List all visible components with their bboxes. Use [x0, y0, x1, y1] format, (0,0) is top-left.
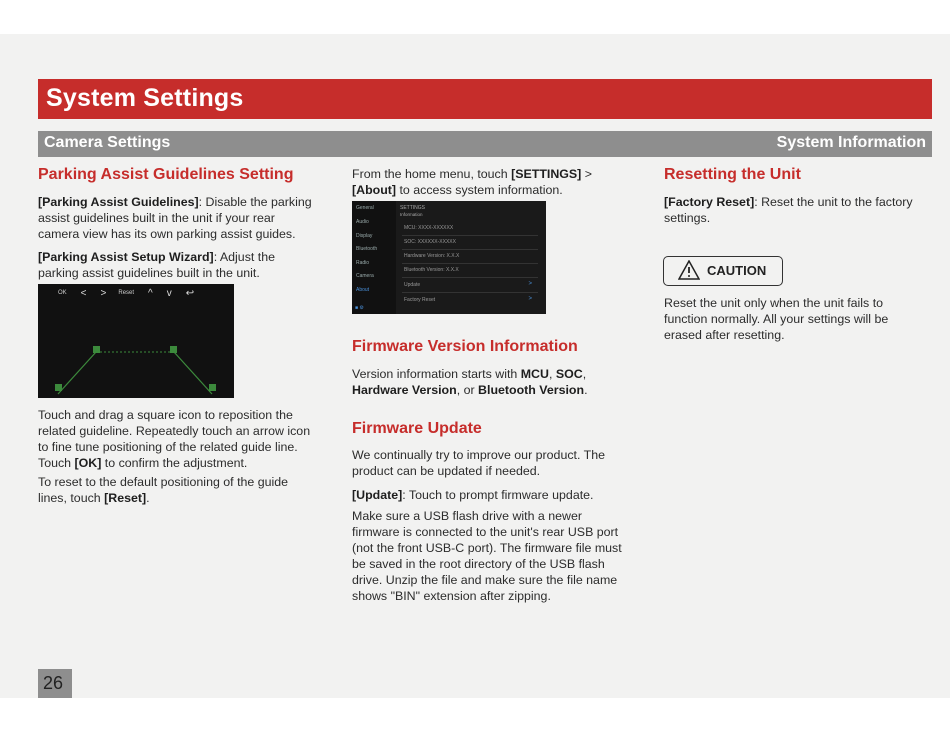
- settings-sidebar: [352, 201, 396, 314]
- paragraph-update-button: [Update]: Touch to prompt firmware update.: [352, 488, 594, 502]
- camera-toolbar: [38, 284, 234, 302]
- caution-box: [663, 256, 783, 286]
- subsection-camera-settings: Camera Settings: [44, 134, 171, 151]
- paragraph-parking-guidelines: [Parking Assist Guidelines]: Disable the parking assist guidelines built in the unit if your rear camera view has its own parking assist guides.: [38, 195, 312, 241]
- paragraph-usb-instructions: Make sure a USB flash drive with a newer firmware is connected to the unit's rear USB port (not the front USB-C port). The firmware file must be saved in the root directory of the USB flash drive. Unzip the file and make sure the file name shows "BIN" extension after zipping.: [352, 509, 622, 603]
- paragraph-reset-instructions: To reset to the default positioning of the guide lines, touch [Reset].: [38, 475, 289, 505]
- screen-header-settings: SETTINGS: [400, 205, 426, 211]
- settings-main-panel: [398, 201, 546, 314]
- row-mcu: MCU: XXXX-XXXXXX: [404, 225, 454, 231]
- row-factory-reset[interactable]: Factory Reset: [404, 297, 436, 303]
- sidebar-item-radio[interactable]: Radio: [356, 260, 370, 266]
- right-arrow-icon[interactable]: >: [100, 287, 107, 299]
- about-settings-screenshot: [352, 201, 546, 314]
- heading-firmware-update: Firmware Update: [352, 420, 482, 437]
- screen-header-information: Information: [400, 212, 423, 217]
- page-number: 26: [43, 673, 64, 693]
- row-hardware-version: Hardware Version: X.X.X: [404, 253, 460, 259]
- paragraph-firmware-version-info: Version information starts with MCU, SOC, Hardware Version, or Bluetooth Version.: [352, 367, 588, 397]
- paragraph-factory-reset: [Factory Reset]: Reset the unit to the factory settings.: [664, 195, 913, 225]
- section-title: System Settings: [46, 84, 244, 112]
- subsection-bar: [38, 131, 932, 157]
- down-arrow-icon[interactable]: v: [166, 287, 172, 299]
- warning-triangle-icon: [678, 260, 700, 280]
- paragraph-setup-wizard: [Parking Assist Setup Wizard]: Adjust the parking assist guidelines built in the unit.: [38, 250, 275, 280]
- back-icon[interactable]: ↩: [185, 287, 195, 299]
- ok-button[interactable]: OK: [58, 290, 67, 296]
- heading-parking-assist: Parking Assist Guidelines Setting: [38, 166, 294, 183]
- up-arrow-icon[interactable]: ^: [148, 287, 153, 299]
- reset-button[interactable]: Reset: [118, 290, 135, 296]
- paragraph-update-intro: We continually try to improve our product. The product can be updated if needed.: [352, 448, 605, 478]
- sidebar-item-about[interactable]: About: [356, 287, 370, 293]
- paragraph-reset-caution: Reset the unit only when the unit fails to function normally. All your settings will be erased after resetting.: [664, 296, 889, 342]
- home-icon[interactable]: ■ ⚙: [355, 305, 364, 311]
- section-banner: [38, 79, 932, 119]
- sidebar-item-display[interactable]: Display: [356, 233, 373, 239]
- sidebar-item-bluetooth[interactable]: Bluetooth: [356, 246, 378, 252]
- sidebar-item-general[interactable]: General: [356, 205, 374, 211]
- subsection-system-information: System Information: [776, 134, 926, 151]
- caution-label: CAUTION: [707, 263, 767, 278]
- sidebar-item-camera[interactable]: Camera: [356, 273, 374, 279]
- camera-guideline-screenshot: [38, 284, 234, 398]
- heading-resetting-unit: Resetting the Unit: [664, 166, 801, 183]
- left-arrow-icon[interactable]: <: [80, 287, 87, 299]
- row-soc: SOC: XXXXXX-XXXXX: [404, 239, 456, 245]
- paragraph-drag-instructions: Touch and drag a square icon to reposition the related guideline. Repeatedly touch an arrow icon to fine tune positioning of the related guide line. Touch [OK] to confirm the adjustment.: [38, 408, 311, 470]
- update-chevron-icon: >: [528, 281, 532, 287]
- row-update[interactable]: Update: [404, 282, 421, 288]
- paragraph-about-intro: From the home menu, touch [SETTINGS] > [About] to access system information.: [352, 167, 592, 197]
- heading-firmware-version-information: Firmware Version Information: [352, 338, 578, 355]
- page-number-box: [38, 669, 72, 698]
- row-bluetooth-version: Bluetooth Version: X.X.X: [404, 267, 459, 273]
- bottom-margin: [0, 698, 950, 734]
- factory-reset-chevron-icon: >: [528, 296, 532, 302]
- sidebar-item-audio[interactable]: Audio: [356, 219, 369, 225]
